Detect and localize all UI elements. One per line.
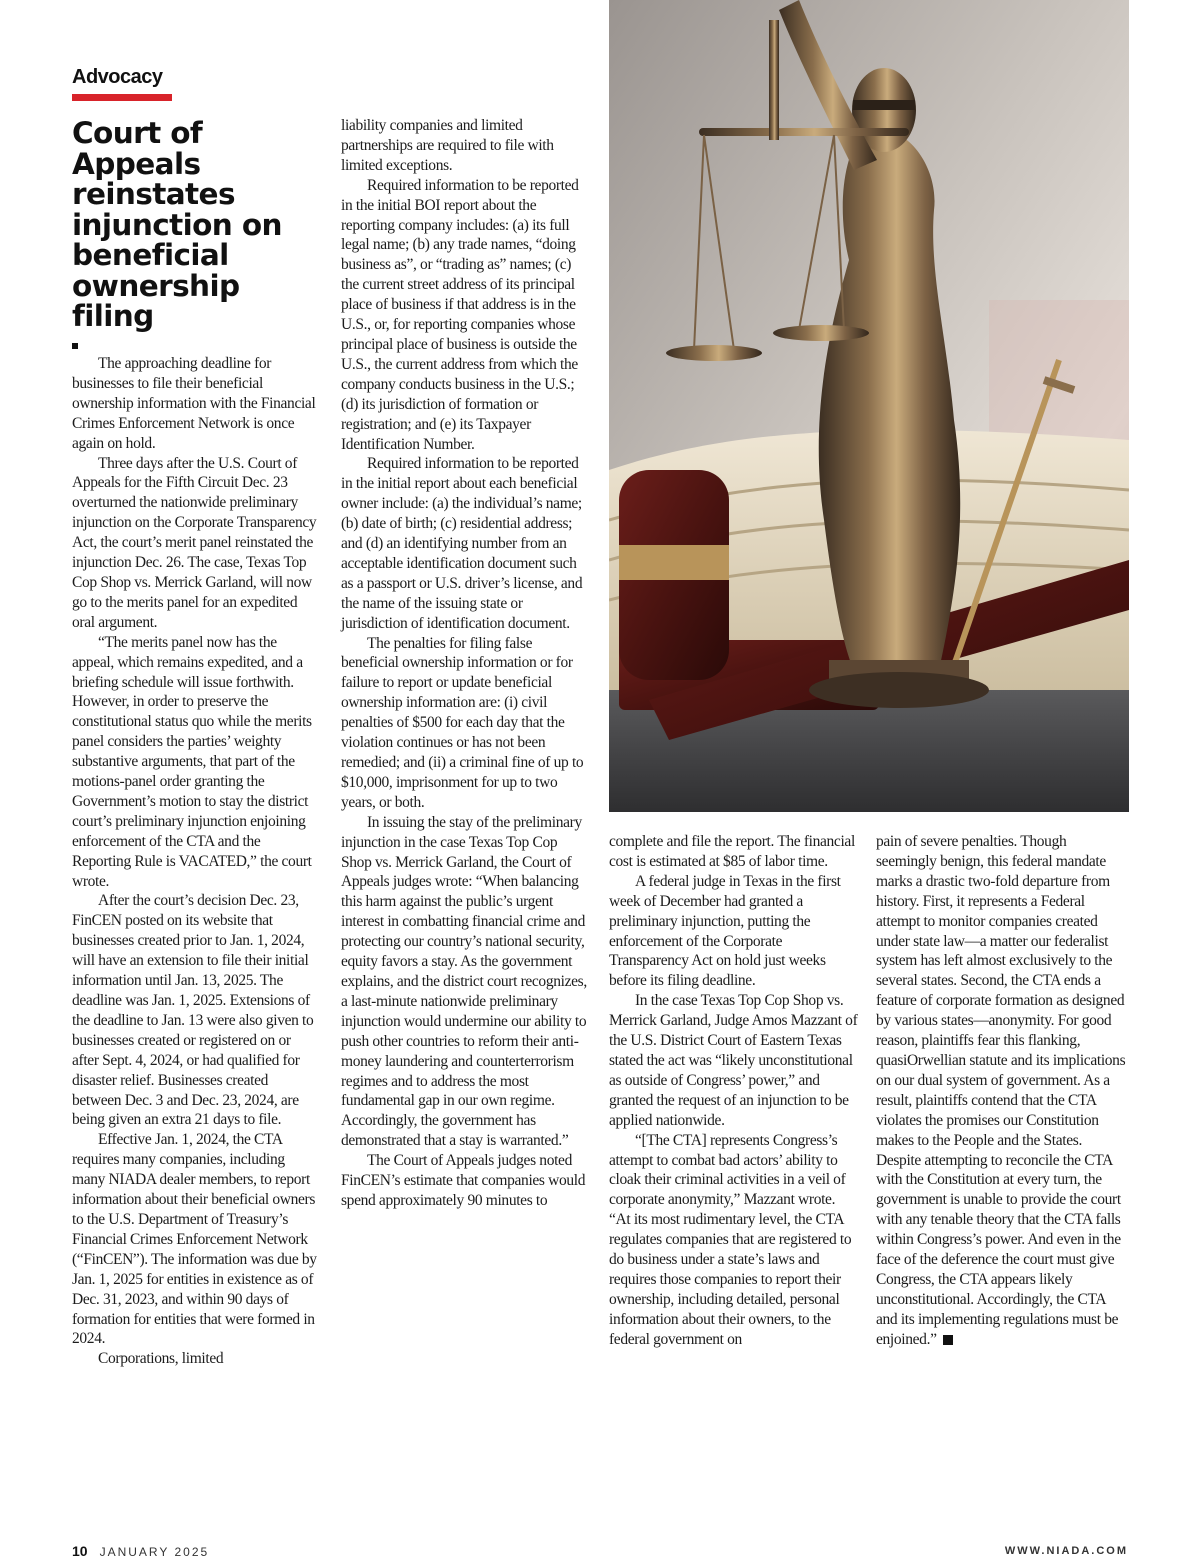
- paragraph: Corporations, limited: [98, 1350, 224, 1368]
- article-column-3: [609, 832, 859, 1350]
- end-of-article-icon: [943, 1335, 953, 1345]
- paragraph: The Court of Appeals judges noted FinCEN’s estimate that companies would spend approximately 90 minutes to: [341, 1152, 586, 1209]
- section-underline: [72, 94, 172, 101]
- paragraph: Effective Jan. 1, 2024, the CTA requires many companies, including many NIADA dealer members, to report information about their beneficial owners to the U.S. Department of Treasury’s Financial Crimes Enforcement Network (“FinCEN”). The information was due by Jan. 1, 2025 for entities in existence as of Dec. 31, 2023, and within 90 days of formation for entities that were formed in 2024.: [72, 1131, 317, 1348]
- paragraph: “[The CTA] represents Congress’s attempt to combat bad actors’ ability to cloak their criminal activities in a veil of corporate anonymity,” Mazzant wrote. “At its most rudimentary level, the CTA regulates companies that are registered to do business under a state’s laws and requires those companies to report their ownership, including detailed, personal information about their owners, to the federal government on: [609, 1131, 852, 1348]
- paragraph-continued: [876, 832, 1126, 1350]
- page-footer: [72, 1543, 209, 1559]
- headline: Court of Appeals reinstates injunction on beneficial ownership filing: [72, 116, 282, 333]
- paragraph: The approaching deadline for businesses to file their beneficial ownership information with the Financial Crimes Enforcement Network is once again on hold.: [72, 355, 316, 452]
- article-column-1: [72, 354, 320, 1369]
- paragraph: Three days after the U.S. Court of Appeals for the Fifth Circuit Dec. 23 overturned the nationwide preliminary injunction on the Corporate Transparency Act, the court’s merit panel reinstated the injunction Dec. 26. The case, Texas Top Cop Shop vs. Merrick Garland, will now go to the merits panel for an expedited oral argument.: [72, 454, 317, 631]
- paragraph: After the court’s decision Dec. 23, FinCEN posted on its website that businesses created prior to Jan. 1, 2024, will have an extension to file their initial information until Jan. 13, 2025. The deadline was Jan. 1, 2025. Extensions of the deadline to Jan. 13 were also given to businesses created or registered on or after Sept. 4, 2024, or had qualified for disaster relief. Businesses created between Dec. 3 and Dec. 23, 2024, are being given an extra 21 days to file.: [72, 892, 314, 1129]
- article-column-4: [876, 832, 1126, 1350]
- paragraph: “The merits panel now has the appeal, which remains expedited, and a briefing schedule will issue forthwith. However, in order to preserve the constitutional status quo while the merits panel considers the parties’ weighty substantive arguments, that part of the motions-panel order granting the Government’s motion to stay the district court’s preliminary injunction enjoining enforcement of the CTA and the Reporting Rule is VACATED,” the court wrote.: [72, 633, 312, 890]
- paragraph: In issuing the stay of the preliminary injunction in the case Texas Top Cop Shop vs. Merrick Garland, the Court of Appeals judges wrote: “When balancing this harm against the public’s urgent interest in combatting financial crime and protecting our country’s national security, equity favors a stay. As the government explains, and the district court recognizes, a last-minute nationwide preliminary injunction would undermine our ability to push other countries to reform their anti-money laundering and counterterrorism regimes and to address the most fundamental gap in our own regime. Accordingly, the government has demonstrated that a stay is warranted.”: [341, 813, 587, 1150]
- website-link[interactable]: WWW.NIADA.COM: [1004, 1545, 1128, 1557]
- lady-justice-photo: [609, 0, 1129, 812]
- closing-text: pain of severe penalties. Though seemingly benign, this federal mandate marks a drastic two-fold departure from history. First, it represents a Federal attempt to monitor companies created under state law—a matter our federalist system has left almost exclusively to the several states. Second, the CTA ends a feature of corporate formation as designed by various states—anonymity. For good reason, plaintiffs fear this flanking, quasiOrwellian statute and its implications on our dual system of government. As a result, plaintiffs contend that the CTA violates the promises our Constitution makes to the People and the States. Despite attempting to reconcile the CTA with the Constitution at every turn, the government is unable to provide the court with any tenable theory that the CTA falls within Congress’s power. And even in the face of the deference the court must give Congress, the CTA appears likely unconstitutional. Accordingly, the CTA and its implementing regulations must be enjoined.”: [876, 833, 1126, 1348]
- paragraph-continued: liability companies and limited partnerships are required to file with limited exceptions.: [341, 117, 554, 174]
- section-label: Advocacy: [72, 66, 163, 88]
- page-number: 10: [72, 1543, 88, 1559]
- issue-date: JANUARY 2025: [99, 1545, 210, 1559]
- headline-bullet: [72, 343, 78, 349]
- paragraph: In the case Texas Top Cop Shop vs. Merrick Garland, Judge Amos Mazzant of the U.S. District Court of Eastern Texas stated the act was “likely unconstitutional as outside of Congress’ power,” and granted the request of an injunction to be applied nationwide.: [609, 992, 858, 1129]
- article-column-2: [341, 116, 589, 1211]
- paragraph: Required information to be reported in the initial report about each beneficial owner include: (a) the individual’s name; (b) date of birth; (c) residential address; and (d) an identifying number from an acceptable identification document such as a passport or U.S. driver’s license, and the name of the issuing state or jurisdiction of identification document.: [341, 455, 583, 632]
- paragraph-continued: complete and file the report. The financial cost is estimated at $85 of labor time.: [609, 833, 855, 870]
- paragraph: Required information to be reported in the initial BOI report about the reporting company includes: (a) its full legal name; (b) any trade names, “doing business as”, or “trading as” names; (c) the current street address of its principal place of business if that address is in the U.S., or, for reporting companies whose principal place of business is outside the U.S., the current address from which the company conducts business in the U.S.; (d) its jurisdiction of formation or registration; and (e) its Taxpayer Identification Number.: [341, 176, 579, 453]
- paragraph: A federal judge in Texas in the first week of December had granted a preliminary injunction, putting the enforcement of the Corporate Transparency Act on hold just weeks before its filing deadline.: [609, 872, 841, 990]
- paragraph: The penalties for filing false beneficial ownership information or for failure to report or update beneficial ownership information are: (i) civil penalties of $500 for each day that the violation continues or has not been remedied; and (ii) a criminal fine of up to $10,000, imprisonment for up to two years, or both.: [341, 634, 584, 811]
- lady-justice-scales-gavel-photo: [609, 0, 1129, 812]
